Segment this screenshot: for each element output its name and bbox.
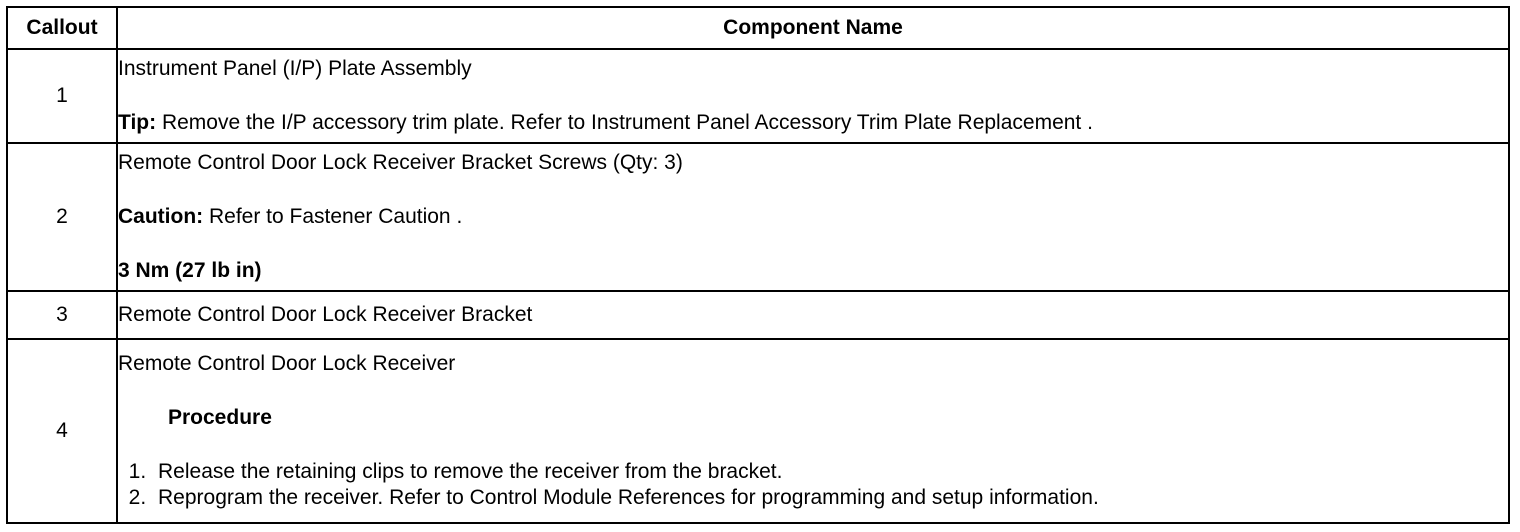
header-component-name: Component Name	[117, 7, 1509, 49]
torque-spec: 3 Nm (27 lb in)	[118, 259, 262, 282]
component-cell	[117, 291, 1509, 339]
component-title: Remote Control Door Lock Receiver Bracket	[118, 303, 533, 326]
caution-text: Refer to Fastener Caution .	[203, 205, 463, 228]
header-callout: Callout	[7, 7, 117, 49]
component-cell	[117, 339, 1509, 523]
procedure-heading: Procedure	[168, 406, 272, 429]
procedure-step: 2. Reprogram the receiver. Refer to Control Module References for programming and setup information.	[152, 485, 1508, 511]
procedure-steps	[118, 459, 1508, 511]
caution-label: Caution:	[118, 205, 204, 228]
component-title: Instrument Panel (I/P) Plate Assembly	[118, 57, 472, 80]
table-row	[7, 143, 1509, 291]
table-row	[7, 291, 1509, 339]
callout-table	[6, 6, 1510, 524]
table-row	[7, 49, 1509, 143]
component-title: Remote Control Door Lock Receiver	[118, 352, 456, 375]
caution-note	[118, 204, 1508, 230]
header-row	[7, 7, 1509, 49]
component-title: Remote Control Door Lock Receiver Bracket Screws (Qty: 3)	[118, 151, 683, 174]
callout-number: 3	[7, 291, 117, 339]
callout-number: 2	[7, 143, 117, 291]
procedure-step: 1. Release the retaining clips to remove the receiver from the bracket.	[152, 459, 1508, 485]
callout-number: 1	[7, 49, 117, 143]
tip-text: Remove the I/P accessory trim plate. Refer to Instrument Panel Accessory Trim Plate Replacement .	[156, 111, 1093, 134]
component-cell	[117, 49, 1509, 143]
table-row	[7, 339, 1509, 523]
tip-note	[118, 110, 1508, 136]
component-cell	[117, 143, 1509, 291]
callout-number: 4	[7, 339, 117, 523]
tip-label: Tip:	[118, 111, 157, 134]
